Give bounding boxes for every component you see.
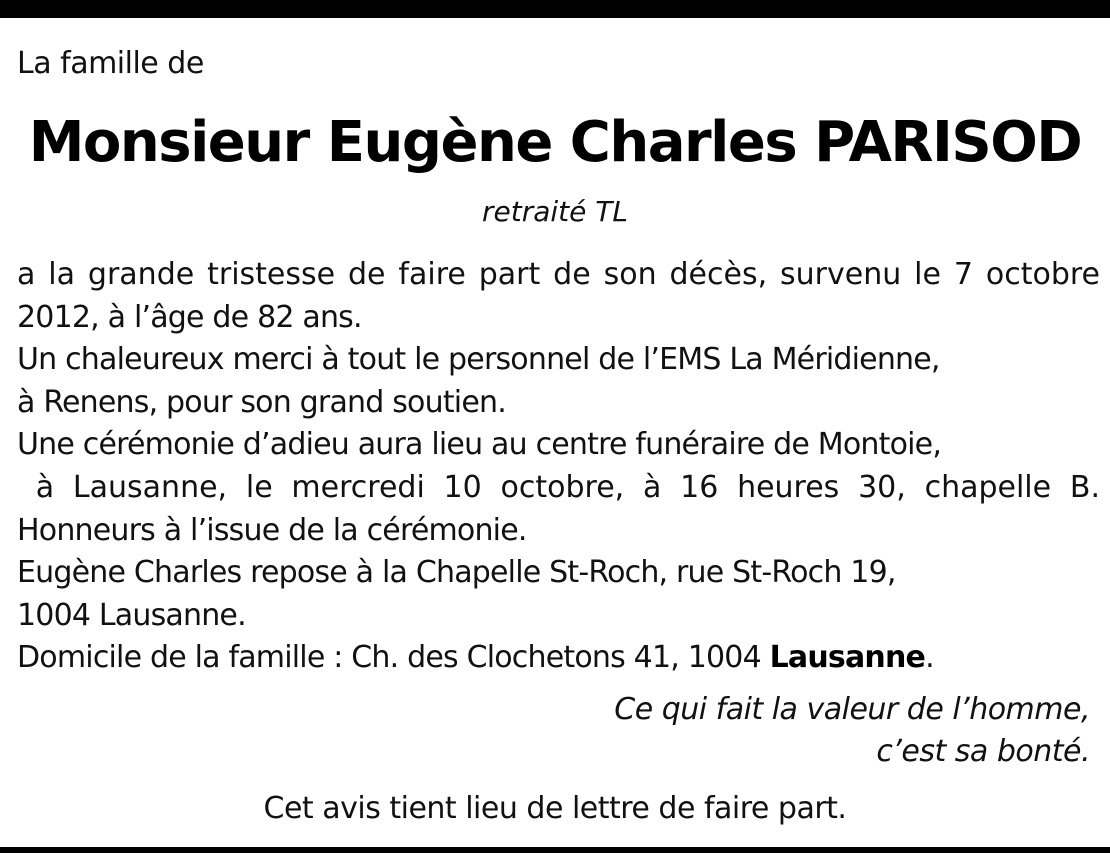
body-line: Un chaleureux merci à tout le personnel de l’EMS La Méridienne, bbox=[17, 342, 940, 378]
body-line: à Lausanne, le mercredi 10 octobre, à 16 heures 30, chapelle B. bbox=[17, 469, 1100, 505]
intro-text: La famille de bbox=[17, 46, 204, 81]
domicile-prefix: Domicile de la famille : Ch. des Clochetons 41, 1004 bbox=[17, 640, 770, 676]
top-border-rule bbox=[0, 0, 1110, 18]
occupation-text: retraité TL bbox=[482, 195, 628, 228]
body-line: a la grande tristesse de faire part de son décès, survenu le 7 octobre bbox=[17, 257, 1100, 292]
domicile-city: Lausanne bbox=[769, 640, 926, 676]
closing-text: Cet avis tient lieu de lettre de faire part. bbox=[263, 791, 847, 826]
quote-block bbox=[614, 689, 1090, 773]
quote-line-1: Ce qui fait la valeur de l’homme, bbox=[614, 692, 1090, 727]
domicile-line bbox=[17, 637, 1100, 680]
quote-line-2: c’est sa bonté. bbox=[876, 734, 1090, 769]
domicile-suffix: . bbox=[925, 640, 934, 676]
body-line: à Renens, pour son grand soutien. bbox=[17, 384, 506, 420]
deceased-name: Monsieur Eugène Charles PARISOD bbox=[28, 110, 1082, 175]
announcement-body bbox=[17, 254, 1100, 680]
body-line: Honneurs à l’issue de la cérémonie. bbox=[17, 512, 527, 548]
body-line: 2012, à l’âge de 82 ans. bbox=[17, 299, 362, 335]
body-line: 1004 Lausanne. bbox=[17, 597, 246, 633]
bottom-border-rule bbox=[0, 847, 1110, 853]
body-line: Une cérémonie d’adieu aura lieu au centre funéraire de Montoie, bbox=[17, 427, 942, 463]
body-line: Eugène Charles repose à la Chapelle St-Roch, rue St-Roch 19, bbox=[17, 555, 896, 591]
